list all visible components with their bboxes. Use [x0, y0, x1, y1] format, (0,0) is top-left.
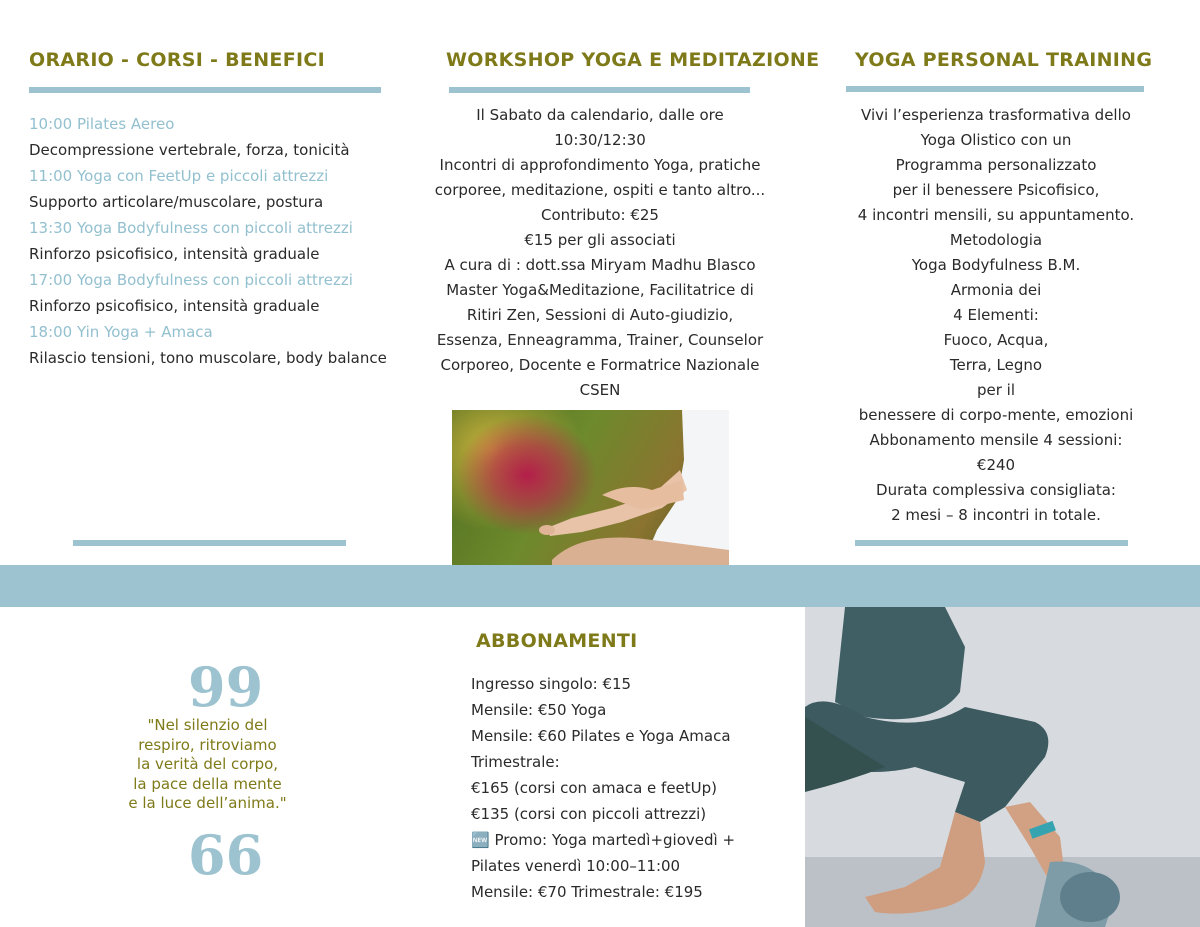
yoga-woman-illustration	[805, 607, 1200, 927]
quote-line: la pace della mente	[133, 774, 282, 793]
subscriptions-heading: ABBONAMENTI	[476, 630, 638, 652]
personal-line: per il	[976, 381, 1016, 399]
schedule-heading-rule	[29, 87, 381, 93]
workshop-line: Contributo: €25	[541, 206, 659, 224]
workshop-line: 10:30/12:30	[554, 131, 646, 149]
subscription-line: €165 (corsi con amaca e feetUp)	[471, 779, 718, 797]
schedule-heading: ORARIO - CORSI - BENEFICI	[29, 49, 325, 71]
personal-line: Durata complessiva consigliata:	[876, 481, 1116, 499]
subscriptions-list	[471, 671, 735, 905]
schedule-bottom-rule	[73, 540, 346, 546]
workshop-line: Il Sabato da calendario, dalle ore	[476, 106, 724, 124]
quote-line: e la luce dell’anima."	[128, 794, 287, 812]
personal-line: per il benessere Psicofisico,	[892, 181, 1100, 199]
workshop-heading: WORKSHOP YOGA E MEDITAZIONE	[446, 49, 820, 71]
divider-band	[0, 565, 1200, 607]
schedule-time-2: 11:00 Yoga con FeetUp e piccoli attrezzi	[29, 167, 329, 185]
personal-line: Yoga Olistico con un	[920, 131, 1072, 149]
open-quote-icon: 99	[188, 655, 264, 719]
schedule-desc-3: Rinforzo psicofisico, intensità graduale	[29, 245, 320, 263]
personal-line: €240	[976, 456, 1016, 474]
workshop-text	[430, 103, 770, 403]
schedule-desc-4: Rinforzo psicofisico, intensità graduale	[29, 297, 320, 315]
workshop-line: corporee, meditazione, ospiti e tanto altro...	[434, 181, 766, 199]
personal-line: Metodologia	[949, 231, 1043, 249]
quote-line: "Nel silenzio del	[147, 716, 268, 734]
personal-heading-rule	[846, 86, 1144, 92]
schedule-time-3: 13:30 Yoga Bodyfulness con piccoli attrezzi	[29, 219, 353, 237]
personal-line: 2 mesi – 8 incontri in totale.	[891, 506, 1101, 524]
workshop-line: €15 per gli associati	[524, 231, 676, 249]
schedule-time-1: 10:00 Pilates Aereo	[29, 115, 175, 133]
workshop-line: Master Yoga&Meditazione, Facilitatrice di	[446, 281, 754, 299]
personal-line: 4 Elementi:	[953, 306, 1039, 324]
quote-line: la verità del corpo,	[136, 755, 279, 773]
workshop-line: Essenza, Enneagramma, Trainer, Counselor	[436, 331, 764, 349]
subscription-line: Mensile: €60 Pilates e Yoga Amaca	[471, 727, 731, 745]
schedule-time-5: 18:00 Yin Yoga + Amaca	[29, 323, 213, 341]
schedule-list	[29, 111, 387, 371]
personal-bottom-rule	[855, 540, 1128, 546]
schedule-time-4: 17:00 Yoga Bodyfulness con piccoli attrezzi	[29, 271, 353, 289]
meditation-photo	[452, 410, 729, 565]
subscription-line: Mensile: €50 Yoga	[471, 701, 607, 719]
schedule-desc-1: Decompressione vertebrale, forza, tonicità	[29, 141, 350, 159]
meditation-illustration	[452, 410, 729, 565]
quote-line: respiro, ritroviamo	[138, 735, 277, 754]
subscription-line: Pilates venerdì 10:00–11:00	[471, 857, 681, 875]
quote-text	[95, 716, 320, 814]
workshop-line: CSEN	[579, 381, 621, 399]
personal-line: Armonia dei	[950, 281, 1042, 299]
workshop-line: Incontri di approfondimento Yoga, pratiche	[439, 156, 761, 174]
personal-text	[846, 103, 1146, 528]
schedule-desc-2: Supporto articolare/muscolare, postura	[29, 193, 324, 211]
close-quote-icon: 66	[188, 823, 264, 887]
subscription-line: Ingresso singolo: €15	[471, 675, 632, 693]
workshop-line: A cura di : dott.ssa Miryam Madhu Blasco	[444, 256, 756, 274]
schedule-desc-5: Rilascio tensioni, tono muscolare, body balance	[29, 349, 387, 367]
personal-line: 4 incontri mensili, su appuntamento.	[857, 206, 1135, 224]
workshop-line: Corporeo, Docente e Formatrice Nazionale	[440, 356, 760, 374]
subscription-line: Trimestrale:	[471, 753, 560, 771]
workshop-line: Ritiri Zen, Sessioni di Auto-giudizio,	[466, 306, 734, 324]
subscription-line: Mensile: €70 Trimestrale: €195	[471, 883, 703, 901]
personal-line: Terra, Legno	[949, 356, 1043, 374]
personal-line: benessere di corpo-mente, emozioni	[858, 406, 1134, 424]
personal-heading: YOGA PERSONAL TRAINING	[855, 49, 1153, 71]
workshop-heading-rule	[449, 87, 750, 93]
personal-line: Programma personalizzato	[895, 156, 1097, 174]
personal-line: Yoga Bodyfulness B.M.	[911, 256, 1081, 274]
yoga-woman-photo	[805, 607, 1200, 927]
personal-line: Fuoco, Acqua,	[943, 331, 1049, 349]
personal-line: Abbonamento mensile 4 sessioni:	[869, 431, 1123, 449]
subscription-line: €135 (corsi con piccoli attrezzi)	[471, 805, 707, 823]
subscription-line: 🆕 Promo: Yoga martedì+giovedì +	[471, 831, 736, 849]
personal-line: Vivi l’esperienza trasformativa dello	[861, 106, 1131, 124]
